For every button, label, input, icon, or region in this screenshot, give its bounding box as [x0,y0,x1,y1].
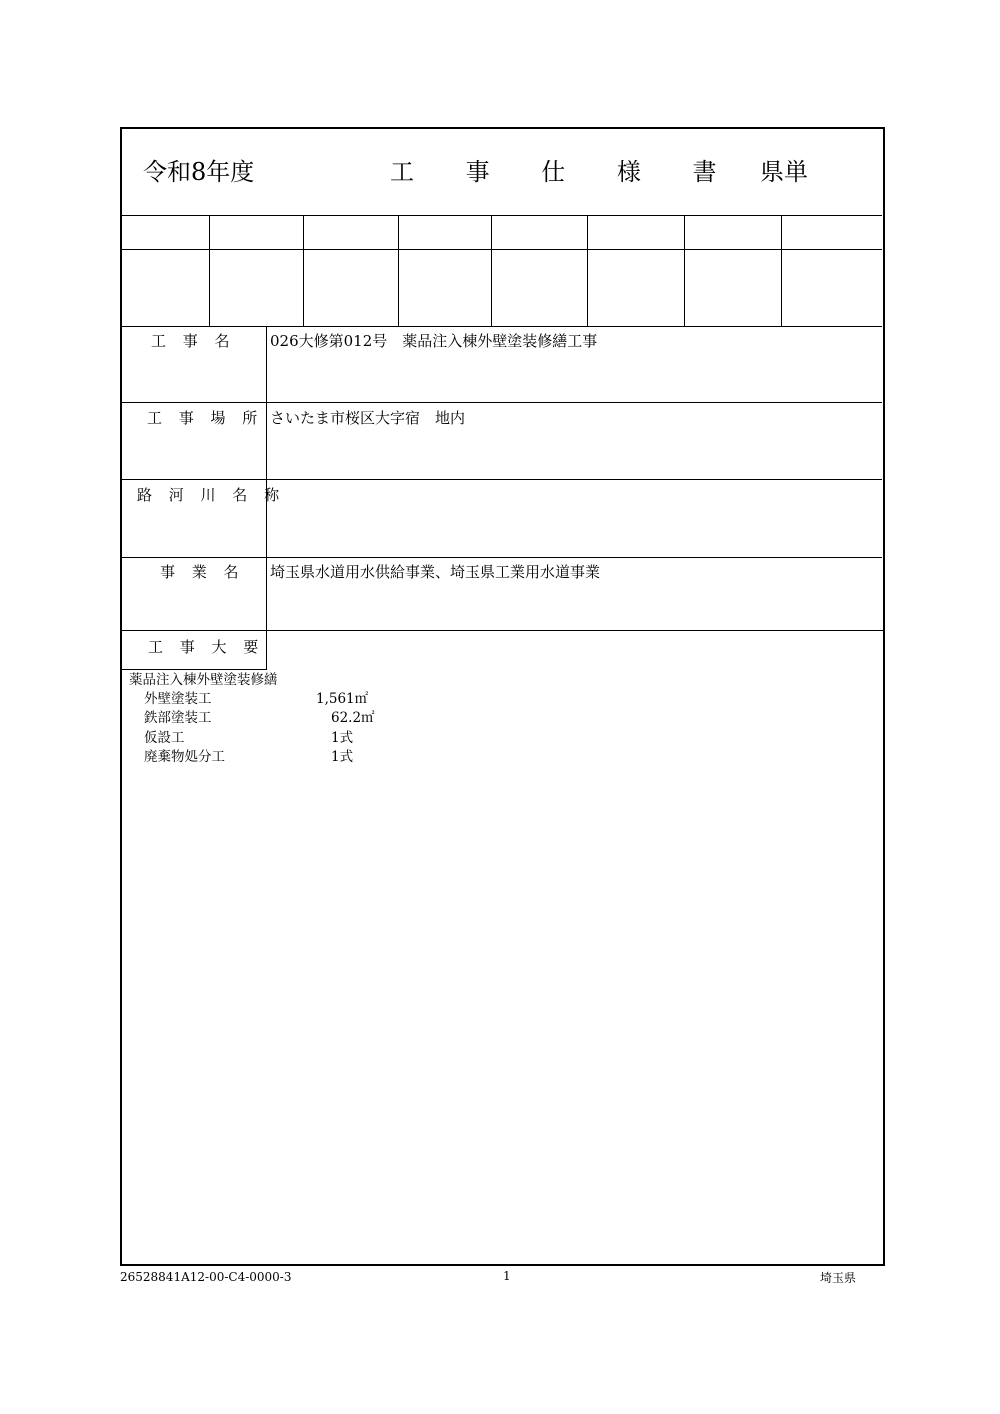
construction-site-value: さいたま市桜区大字宿 地内 [270,409,466,427]
document-code: 26528841A12-00-C4-0000-3 [120,1270,292,1284]
summary-item-qty: 1式 [331,749,354,765]
field-label-divider [266,326,267,630]
summary-label-box-bottom [121,669,267,670]
approval-cell-divider [398,215,399,326]
construction-name-label: 工 事 名 [151,332,236,350]
approval-cell-divider [781,215,782,326]
fiscal-year: 令和8年度 [143,158,255,186]
summary-label: 工 事 大 要 [148,638,265,656]
grid-line [121,402,882,403]
approval-cell-divider [303,215,304,326]
summary-item-qty: 1,561㎡ [316,691,369,707]
grid-line [121,249,882,250]
budget-category: 県単 [760,158,808,186]
document-frame [120,127,885,1266]
approval-cell-divider [587,215,588,326]
project-name-value: 埼玉県水道用水供給事業、埼玉県工業用水道事業 [270,563,601,581]
page-number: 1 [503,1269,511,1283]
road-river-name-label: 路 河 川 名 称 [137,486,286,504]
summary-heading: 薬品注入棟外壁塗装修繕 [129,672,278,688]
grid-line [121,326,882,327]
grid-line [121,479,882,480]
summary-item-name: 鉄部塗装工 [144,710,212,726]
summary-label-box-right [266,630,267,670]
document-title: 工 事 仕 様 書 [390,158,739,186]
summary-item-name: 外壁塗装工 [144,691,212,707]
grid-line [121,215,882,216]
construction-name-value: 026大修第012号 薬品注入棟外壁塗装修繕工事 [270,332,598,350]
approval-cell-divider [209,215,210,326]
approval-cell-divider [491,215,492,326]
summary-item-qty: 1式 [331,730,354,746]
grid-line [121,557,882,558]
summary-item-name: 廃棄物処分工 [144,749,225,765]
approval-cell-divider [684,215,685,326]
summary-item-qty: 62.2㎡ [331,710,375,726]
issuer-name: 埼玉県 [820,1271,857,1285]
project-name-label: 事 業 名 [160,563,245,581]
construction-site-label: 工 事 場 所 [147,409,264,427]
summary-item-name: 仮設工 [144,730,185,746]
grid-line [121,630,884,631]
